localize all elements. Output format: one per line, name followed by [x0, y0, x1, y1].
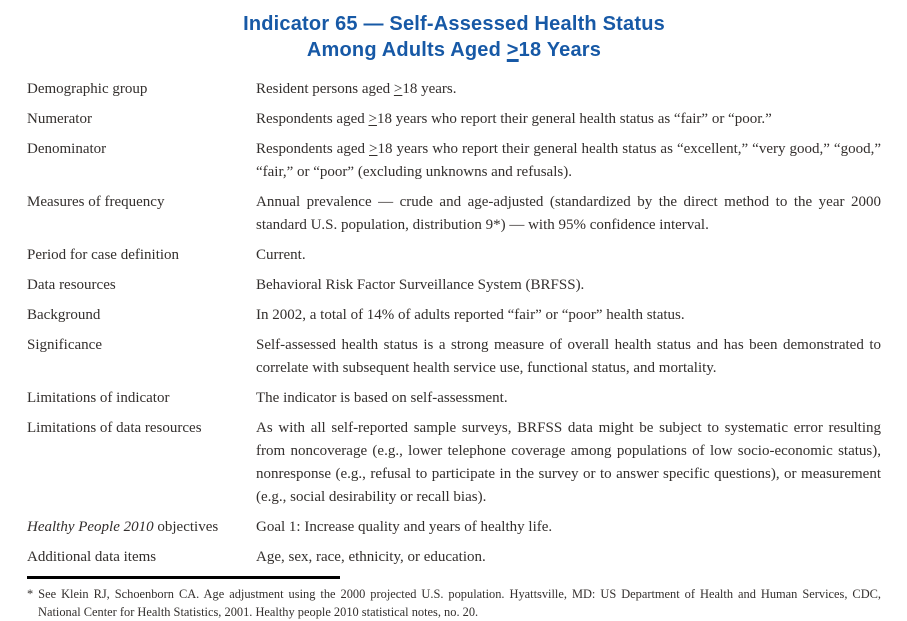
row-label: Background — [27, 307, 101, 323]
row-label: Period for case definition — [27, 247, 180, 263]
page-title-line-2: Among Adults Aged >18 Years — [306, 39, 602, 61]
footnote: * See Klein RJ, Schoenborn CA. Age adjustment using the 2000 projected U.S. population. Hyattsville, MD: US Department of Health and Human Services, CDC, National Center for Health Statistics, 2001. Healthy people 2010 statistical notes, no. 20. — [27, 587, 881, 619]
geq-symbol: > — [369, 141, 378, 157]
row-label — [27, 516, 256, 539]
table-row-numerator — [27, 108, 881, 131]
row-value: The indicator is based on self-assessment. — [256, 390, 508, 406]
row-label: Data resources — [27, 277, 116, 293]
table-row-background — [27, 304, 881, 327]
row-value: Respondents aged >18 years who report their general health status as “fair” or “poor.” — [256, 111, 772, 127]
row-value: Respondents aged >18 years who report their general health status as “excellent,” “very good,” “good,” “fair,” or “poor” (excluding unknowns and refusals). — [256, 141, 881, 180]
row-value: Behavioral Risk Factor Surveillance System (BRFSS). — [256, 277, 585, 293]
row-label-italic-part: Healthy People 2010 — [27, 519, 154, 535]
row-value: Annual prevalence — crude and age-adjusted (standardized by the direct method to the year 2000 standard U.S. population, distribution 9*) — with 95% confidence interval. — [256, 194, 881, 233]
footnote-divider-rule — [27, 576, 340, 579]
table-row-measures-of-frequency — [27, 191, 881, 237]
table-row-additional-data-items — [27, 546, 881, 569]
table-row-demographic-group — [27, 78, 881, 101]
page-title — [27, 11, 881, 63]
row-label: Limitations of data resources — [27, 420, 202, 436]
row-value: Age, sex, race, ethnicity, or education. — [256, 549, 486, 565]
geq-symbol: > — [368, 111, 377, 127]
row-label: Denominator — [27, 141, 107, 157]
row-label: Additional data items — [27, 549, 157, 565]
table-row-significance — [27, 334, 881, 380]
row-label: Demographic group — [27, 81, 148, 97]
table-row-healthy-people-2010-objectives — [27, 516, 881, 539]
table-row-data-resources — [27, 274, 881, 297]
table-row-denominator — [27, 138, 881, 184]
row-label: Numerator — [27, 111, 92, 127]
table-row-limitations-of-data-resources — [27, 417, 881, 509]
geq-symbol: > — [393, 81, 403, 97]
row-value: As with all self-reported sample surveys, BRFSS data might be subject to systematic error resulting from noncoverage (e.g., lower telephone coverage among populations of low socio-economic status), nonresponse (e.g., refusal to participate in the survey or to answer specific questions), or measurement (e.g., social desirability or recall bias). — [256, 420, 881, 505]
row-value: Current. — [256, 247, 306, 263]
row-value: In 2002, a total of 14% of adults reported “fair” or “poor” health status. — [256, 307, 685, 323]
geq-symbol: > — [506, 39, 519, 61]
row-value: Resident persons aged >18 years. — [256, 81, 457, 97]
row-value: Self-assessed health status is a strong measure of overall health status and has been demonstrated to correlate with subsequent health service use, functional status, and mortality. — [256, 337, 881, 376]
row-label-regular-part: objectives — [153, 519, 219, 535]
row-label: Limitations of indicator — [27, 390, 170, 406]
row-value: Goal 1: Increase quality and years of healthy life. — [256, 519, 553, 535]
row-label: Significance — [27, 337, 102, 353]
table-row-period-for-case-definition — [27, 244, 881, 267]
page-title-line-1: Indicator 65 — Self-Assessed Health Status — [243, 13, 665, 35]
indicator-definition-table — [27, 78, 881, 569]
table-row-limitations-of-indicator — [27, 387, 881, 410]
row-label: Measures of frequency — [27, 194, 165, 210]
